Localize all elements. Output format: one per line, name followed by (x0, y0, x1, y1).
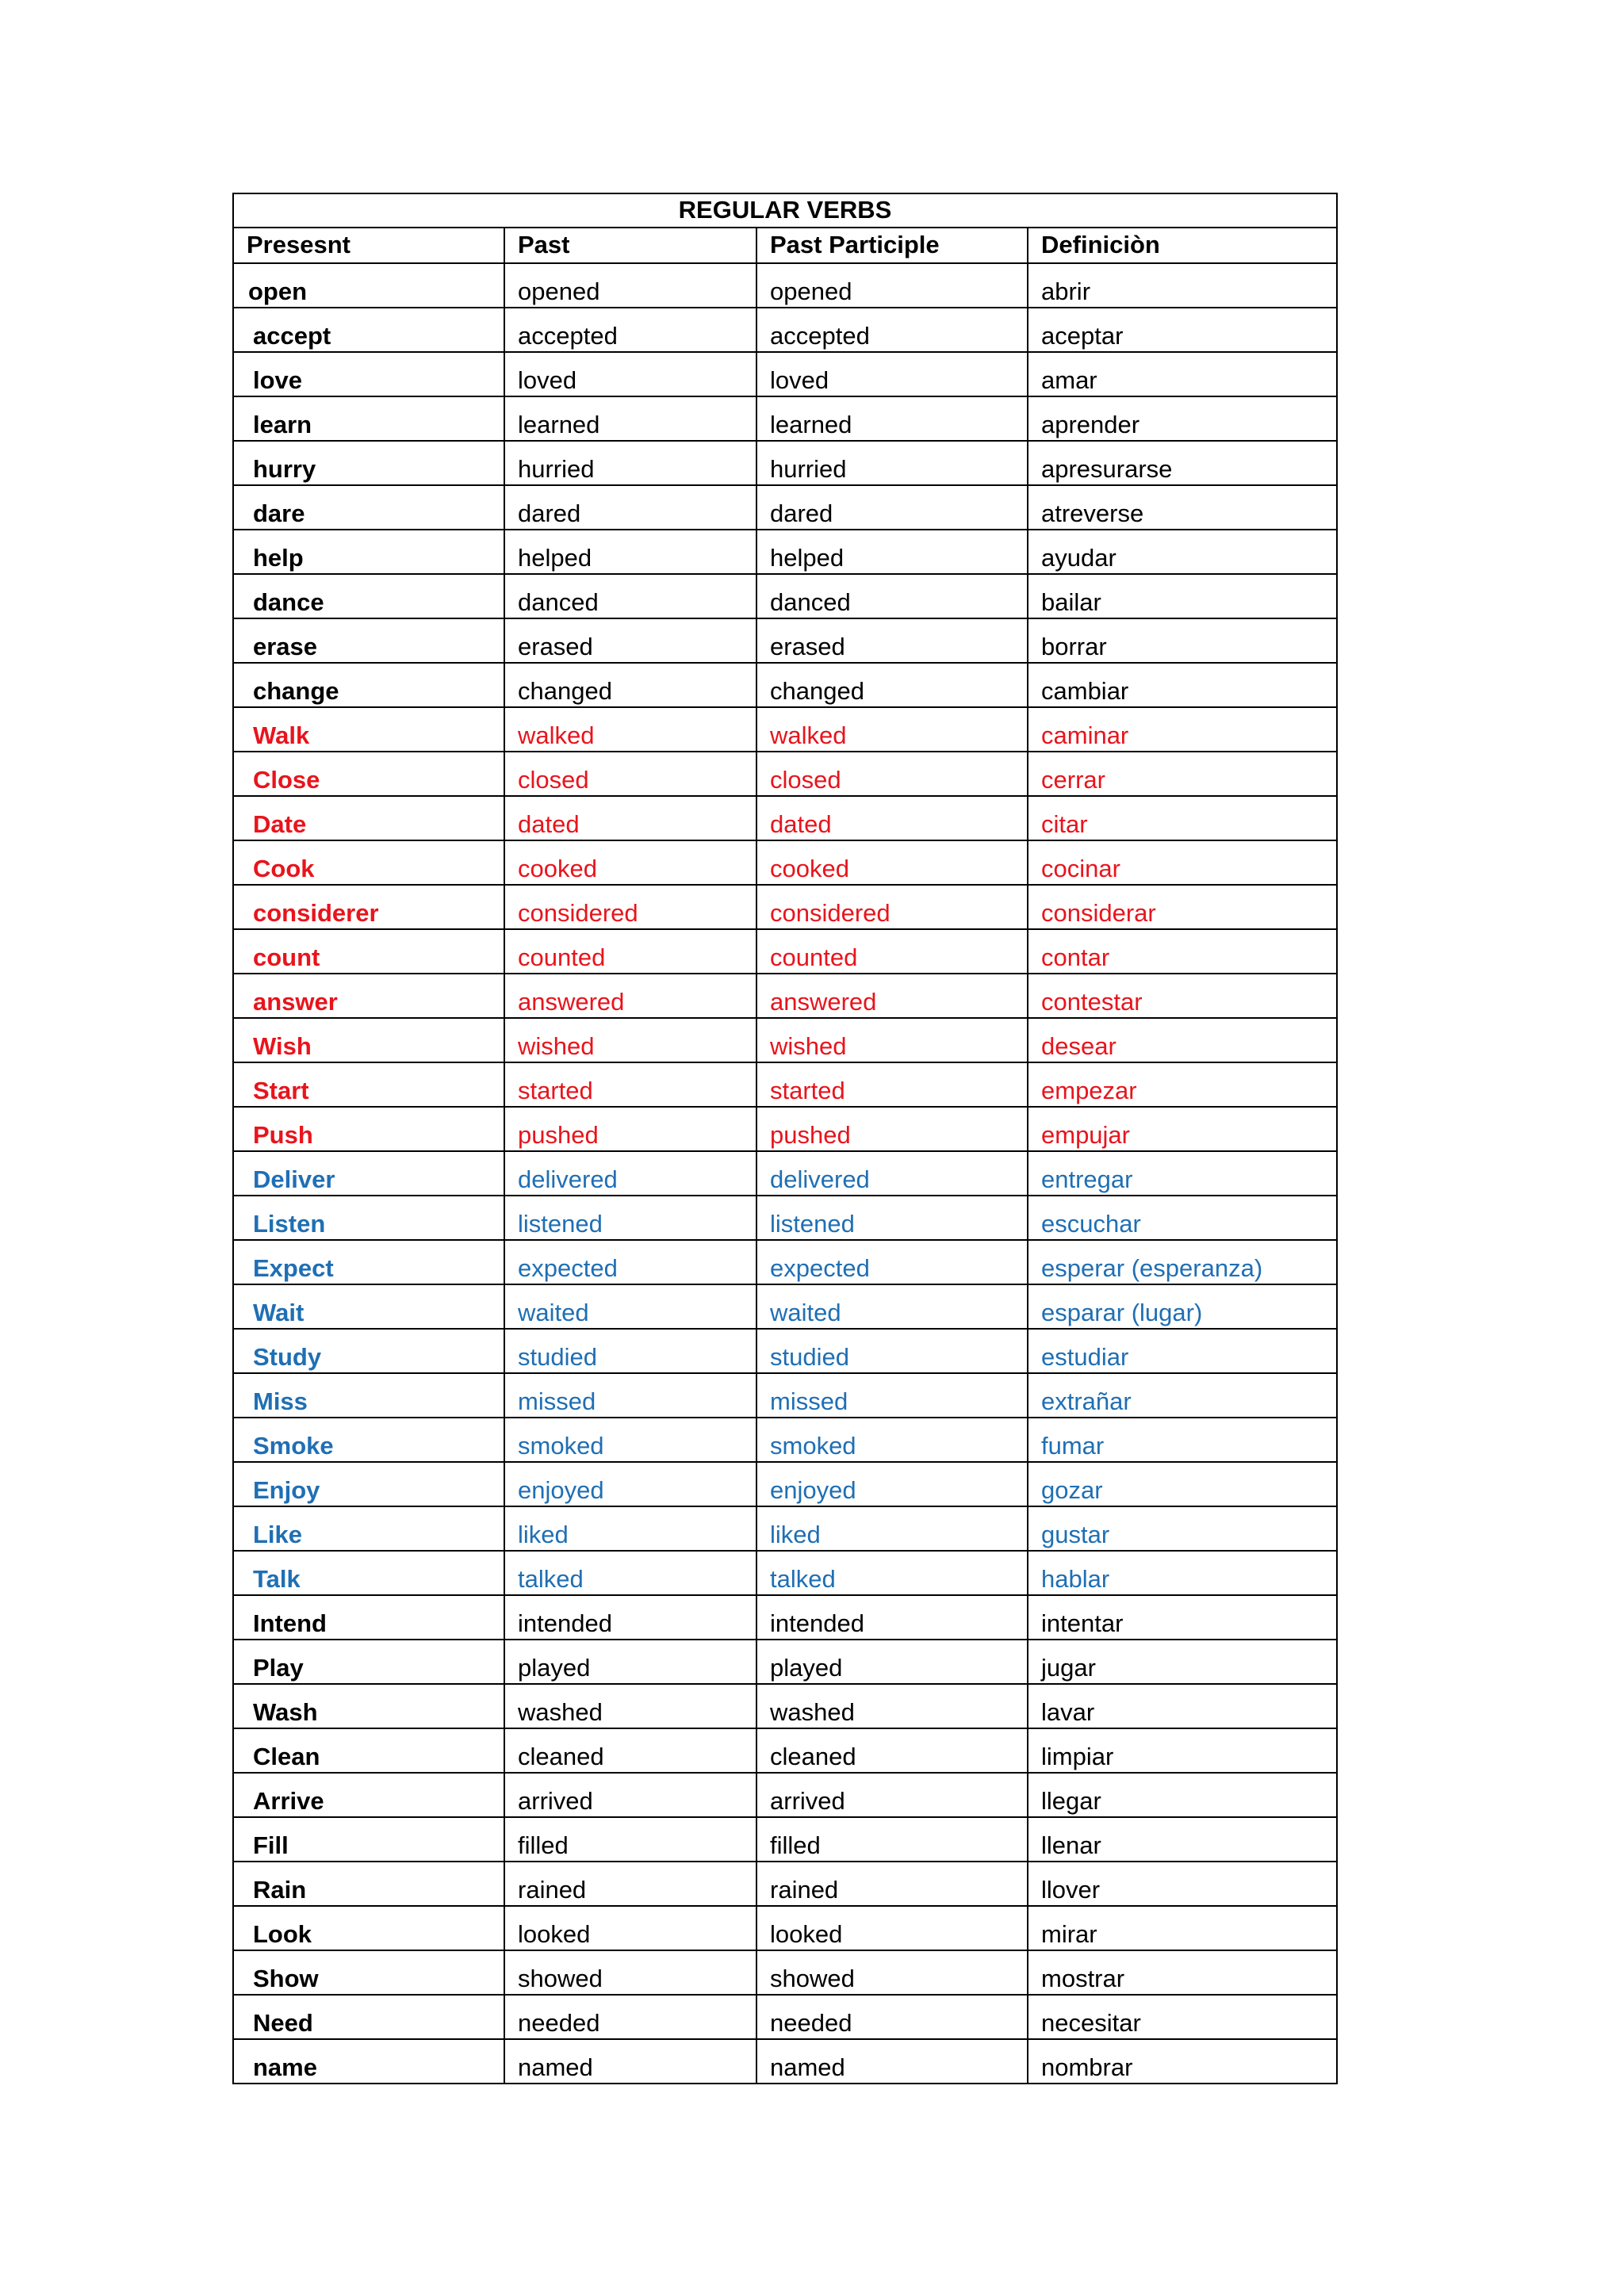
present-cell: Walk (233, 707, 504, 752)
definition-cell: esparar (lugar) (1028, 1284, 1337, 1329)
table-row (233, 1373, 1337, 1418)
table-header-row (233, 228, 1337, 263)
past-participle-cell: needed (756, 1995, 1028, 2039)
past-cell: pushed (504, 1107, 756, 1151)
present-cell: change (233, 663, 504, 707)
table-row (233, 796, 1337, 840)
past-participle-cell: started (756, 1062, 1028, 1107)
past-cell: cooked (504, 840, 756, 885)
past-participle-cell: helped (756, 530, 1028, 574)
definition-cell: limpiar (1028, 1728, 1337, 1773)
past-cell: enjoyed (504, 1462, 756, 1506)
past-cell: learned (504, 396, 756, 441)
regular-verbs-table (232, 193, 1338, 2084)
present-cell: Wait (233, 1284, 504, 1329)
past-cell: rained (504, 1862, 756, 1906)
past-cell: looked (504, 1906, 756, 1950)
present-cell: love (233, 352, 504, 396)
definition-cell: jugar (1028, 1640, 1337, 1684)
table-row (233, 530, 1337, 574)
past-participle-cell: played (756, 1640, 1028, 1684)
definition-cell: contestar (1028, 974, 1337, 1018)
definition-cell: intentar (1028, 1595, 1337, 1640)
past-cell: missed (504, 1373, 756, 1418)
table-row (233, 840, 1337, 885)
past-participle-cell: erased (756, 618, 1028, 663)
present-cell: Play (233, 1640, 504, 1684)
table-row (233, 707, 1337, 752)
past-participle-cell: listened (756, 1196, 1028, 1240)
table-row (233, 1018, 1337, 1062)
definition-cell: mostrar (1028, 1950, 1337, 1995)
present-cell: Start (233, 1062, 504, 1107)
past-cell: hurried (504, 441, 756, 485)
table-row (233, 1240, 1337, 1284)
past-participle-cell: arrived (756, 1773, 1028, 1817)
present-cell: Study (233, 1329, 504, 1373)
past-participle-cell: cleaned (756, 1728, 1028, 1773)
table-row (233, 663, 1337, 707)
past-cell: changed (504, 663, 756, 707)
column-header-definition: Definiciòn (1028, 228, 1337, 263)
present-cell: open (233, 263, 504, 308)
table-row (233, 1551, 1337, 1595)
definition-cell: amar (1028, 352, 1337, 396)
past-cell: dared (504, 485, 756, 530)
definition-cell: cocinar (1028, 840, 1337, 885)
past-cell: washed (504, 1684, 756, 1728)
present-cell: count (233, 929, 504, 974)
present-cell: Expect (233, 1240, 504, 1284)
table-row (233, 618, 1337, 663)
present-cell: Talk (233, 1551, 504, 1595)
present-cell: Date (233, 796, 504, 840)
definition-cell: llenar (1028, 1817, 1337, 1862)
definition-cell: apresurarse (1028, 441, 1337, 485)
table-row (233, 1684, 1337, 1728)
definition-cell: llegar (1028, 1773, 1337, 1817)
present-cell: accept (233, 308, 504, 352)
present-cell: name (233, 2039, 504, 2084)
past-participle-cell: looked (756, 1906, 1028, 1950)
table-row (233, 1817, 1337, 1862)
definition-cell: esperar (esperanza) (1028, 1240, 1337, 1284)
past-participle-cell: learned (756, 396, 1028, 441)
past-participle-cell: opened (756, 263, 1028, 308)
table-row (233, 974, 1337, 1018)
present-cell: answer (233, 974, 504, 1018)
definition-cell: caminar (1028, 707, 1337, 752)
table-row (233, 263, 1337, 308)
definition-cell: lavar (1028, 1684, 1337, 1728)
table-row (233, 1595, 1337, 1640)
table-row (233, 396, 1337, 441)
definition-cell: desear (1028, 1018, 1337, 1062)
table-row (233, 1506, 1337, 1551)
table-row (233, 1107, 1337, 1151)
definition-cell: citar (1028, 796, 1337, 840)
definition-cell: aprender (1028, 396, 1337, 441)
table-row (233, 441, 1337, 485)
past-cell: smoked (504, 1418, 756, 1462)
definition-cell: aceptar (1028, 308, 1337, 352)
table-row (233, 352, 1337, 396)
past-participle-cell: showed (756, 1950, 1028, 1995)
past-participle-cell: changed (756, 663, 1028, 707)
past-cell: arrived (504, 1773, 756, 1817)
table-row (233, 1773, 1337, 1817)
table-row (233, 1418, 1337, 1462)
definition-cell: ayudar (1028, 530, 1337, 574)
past-cell: counted (504, 929, 756, 974)
present-cell: help (233, 530, 504, 574)
present-cell: dare (233, 485, 504, 530)
table-row (233, 308, 1337, 352)
present-cell: Show (233, 1950, 504, 1995)
definition-cell: necesitar (1028, 1995, 1337, 2039)
definition-cell: considerar (1028, 885, 1337, 929)
past-cell: answered (504, 974, 756, 1018)
present-cell: Smoke (233, 1418, 504, 1462)
past-cell: walked (504, 707, 756, 752)
table-row (233, 929, 1337, 974)
past-participle-cell: dared (756, 485, 1028, 530)
definition-cell: abrir (1028, 263, 1337, 308)
definition-cell: empujar (1028, 1107, 1337, 1151)
past-participle-cell: dated (756, 796, 1028, 840)
table-row (233, 1284, 1337, 1329)
table-row (233, 1062, 1337, 1107)
definition-cell: empezar (1028, 1062, 1337, 1107)
past-participle-cell: wished (756, 1018, 1028, 1062)
past-cell: intended (504, 1595, 756, 1640)
past-participle-cell: considered (756, 885, 1028, 929)
past-cell: wished (504, 1018, 756, 1062)
table-title-row (233, 193, 1337, 228)
present-cell: Enjoy (233, 1462, 504, 1506)
present-cell: hurry (233, 441, 504, 485)
table-row (233, 1862, 1337, 1906)
definition-cell: cambiar (1028, 663, 1337, 707)
past-cell: showed (504, 1950, 756, 1995)
present-cell: Close (233, 752, 504, 796)
past-participle-cell: hurried (756, 441, 1028, 485)
past-participle-cell: talked (756, 1551, 1028, 1595)
past-participle-cell: pushed (756, 1107, 1028, 1151)
past-cell: needed (504, 1995, 756, 2039)
past-participle-cell: rained (756, 1862, 1028, 1906)
definition-cell: contar (1028, 929, 1337, 974)
past-cell: closed (504, 752, 756, 796)
past-cell: considered (504, 885, 756, 929)
past-cell: expected (504, 1240, 756, 1284)
definition-cell: escuchar (1028, 1196, 1337, 1240)
present-cell: Push (233, 1107, 504, 1151)
table-row (233, 1728, 1337, 1773)
past-cell: started (504, 1062, 756, 1107)
past-participle-cell: smoked (756, 1418, 1028, 1462)
definition-cell: bailar (1028, 574, 1337, 618)
present-cell: Cook (233, 840, 504, 885)
definition-cell: gustar (1028, 1506, 1337, 1551)
present-cell: Clean (233, 1728, 504, 1773)
past-cell: liked (504, 1506, 756, 1551)
past-participle-cell: intended (756, 1595, 1028, 1640)
past-cell: accepted (504, 308, 756, 352)
past-participle-cell: loved (756, 352, 1028, 396)
past-cell: danced (504, 574, 756, 618)
definition-cell: borrar (1028, 618, 1337, 663)
definition-cell: extrañar (1028, 1373, 1337, 1418)
past-participle-cell: answered (756, 974, 1028, 1018)
table-row (233, 574, 1337, 618)
past-cell: helped (504, 530, 756, 574)
past-cell: studied (504, 1329, 756, 1373)
definition-cell: fumar (1028, 1418, 1337, 1462)
past-participle-cell: studied (756, 1329, 1028, 1373)
present-cell: dance (233, 574, 504, 618)
present-cell: erase (233, 618, 504, 663)
table-row (233, 1995, 1337, 2039)
past-participle-cell: waited (756, 1284, 1028, 1329)
definition-cell: atreverse (1028, 485, 1337, 530)
present-cell: Arrive (233, 1773, 504, 1817)
past-cell: waited (504, 1284, 756, 1329)
table-title: REGULAR VERBS (233, 193, 1337, 228)
table-row (233, 885, 1337, 929)
past-participle-cell: counted (756, 929, 1028, 974)
present-cell: Wish (233, 1018, 504, 1062)
table-row (233, 1196, 1337, 1240)
past-cell: talked (504, 1551, 756, 1595)
table-row (233, 1151, 1337, 1196)
present-cell: Look (233, 1906, 504, 1950)
definition-cell: cerrar (1028, 752, 1337, 796)
present-cell: Deliver (233, 1151, 504, 1196)
past-participle-cell: missed (756, 1373, 1028, 1418)
definition-cell: llover (1028, 1862, 1337, 1906)
past-participle-cell: expected (756, 1240, 1028, 1284)
definition-cell: gozar (1028, 1462, 1337, 1506)
past-cell: played (504, 1640, 756, 1684)
present-cell: learn (233, 396, 504, 441)
past-participle-cell: delivered (756, 1151, 1028, 1196)
present-cell: Intend (233, 1595, 504, 1640)
past-participle-cell: accepted (756, 308, 1028, 352)
past-cell: dated (504, 796, 756, 840)
definition-cell: estudiar (1028, 1329, 1337, 1373)
past-participle-cell: filled (756, 1817, 1028, 1862)
present-cell: Fill (233, 1817, 504, 1862)
column-header-past-participle: Past Participle (756, 228, 1028, 263)
present-cell: Listen (233, 1196, 504, 1240)
past-participle-cell: named (756, 2039, 1028, 2084)
table-row (233, 1640, 1337, 1684)
table-row (233, 1329, 1337, 1373)
present-cell: Like (233, 1506, 504, 1551)
table-row (233, 2039, 1337, 2084)
present-cell: Rain (233, 1862, 504, 1906)
past-cell: delivered (504, 1151, 756, 1196)
past-cell: opened (504, 263, 756, 308)
definition-cell: entregar (1028, 1151, 1337, 1196)
definition-cell: hablar (1028, 1551, 1337, 1595)
definition-cell: nombrar (1028, 2039, 1337, 2084)
present-cell: considerer (233, 885, 504, 929)
table-body (233, 263, 1337, 2084)
past-participle-cell: liked (756, 1506, 1028, 1551)
table-row (233, 1906, 1337, 1950)
present-cell: Wash (233, 1684, 504, 1728)
past-cell: loved (504, 352, 756, 396)
past-participle-cell: danced (756, 574, 1028, 618)
table-row (233, 1950, 1337, 1995)
column-header-present: Presesnt (233, 228, 504, 263)
definition-cell: mirar (1028, 1906, 1337, 1950)
past-cell: named (504, 2039, 756, 2084)
present-cell: Need (233, 1995, 504, 2039)
table-row (233, 1462, 1337, 1506)
past-participle-cell: enjoyed (756, 1462, 1028, 1506)
table-row (233, 485, 1337, 530)
past-cell: listened (504, 1196, 756, 1240)
past-participle-cell: washed (756, 1684, 1028, 1728)
past-participle-cell: walked (756, 707, 1028, 752)
present-cell: Miss (233, 1373, 504, 1418)
past-participle-cell: closed (756, 752, 1028, 796)
past-cell: cleaned (504, 1728, 756, 1773)
past-participle-cell: cooked (756, 840, 1028, 885)
past-cell: erased (504, 618, 756, 663)
column-header-past: Past (504, 228, 756, 263)
table-row (233, 752, 1337, 796)
past-cell: filled (504, 1817, 756, 1862)
